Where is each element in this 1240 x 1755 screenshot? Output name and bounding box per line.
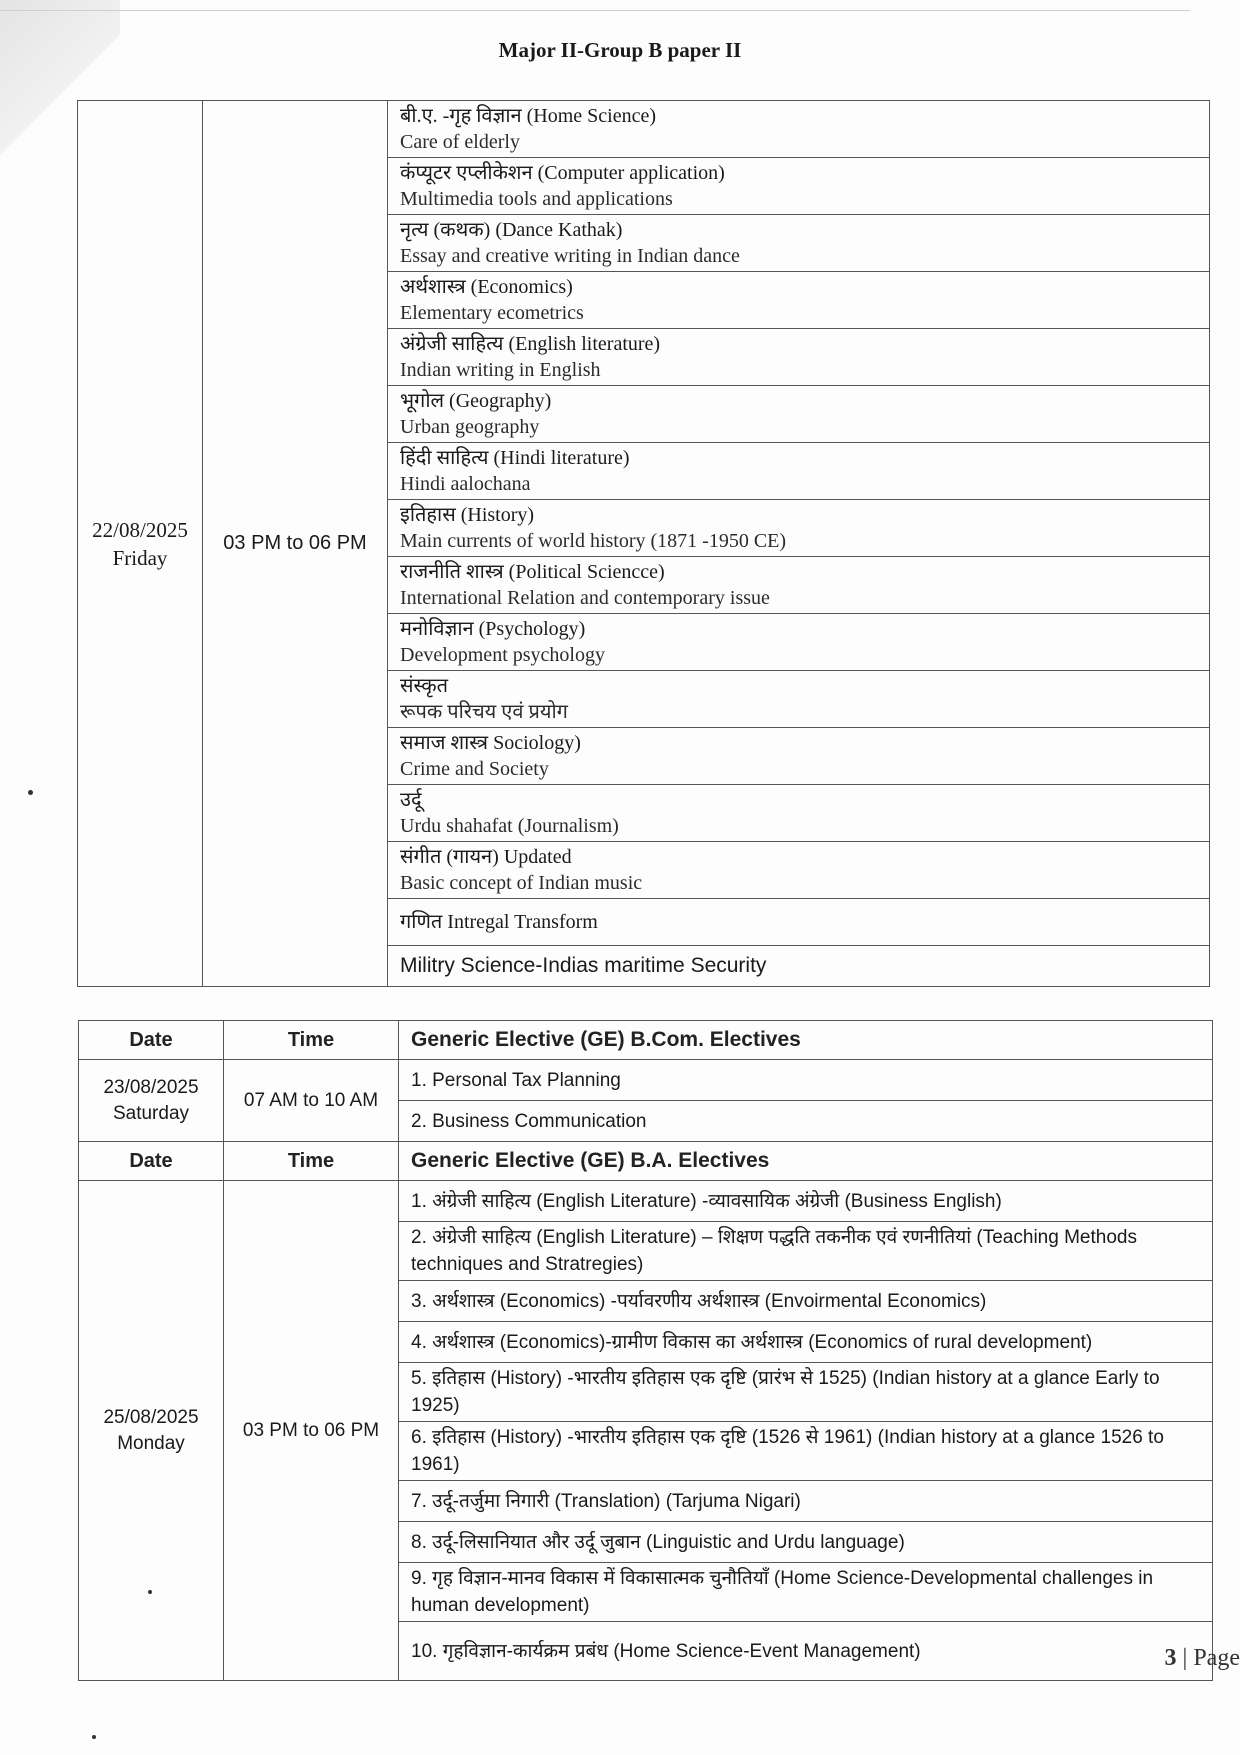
paper-title: Basic concept of Indian music <box>400 872 643 894</box>
subject-cell <box>388 500 1210 557</box>
paper-title: Care of elderly <box>400 131 520 153</box>
paper-title: Main currents of world history (1871 -1950 CE) <box>400 530 787 552</box>
exam-day: Friday <box>112 545 168 570</box>
exam-date: 23/08/2025 <box>103 1076 199 1098</box>
scan-speck <box>92 1735 96 1739</box>
subject-cell <box>388 101 1210 158</box>
paper-title: रूपक परिचय एवं प्रयोग <box>400 701 568 723</box>
subject-cell: Militry Science-Indias maritime Security <box>388 946 1210 987</box>
exam-day: Saturday <box>112 1102 190 1124</box>
subject-name: उर्दू <box>400 789 422 811</box>
subject-cell <box>388 386 1210 443</box>
time-header: Time <box>224 1142 399 1181</box>
subject-name: इतिहास (History) <box>400 504 535 526</box>
time-cell: 03 PM to 06 PM <box>203 101 388 987</box>
time-header: Time <box>224 1021 399 1060</box>
date-cell <box>78 101 203 987</box>
bcom-time-cell: 07 AM to 10 AM <box>224 1060 399 1142</box>
subject-cell <box>388 158 1210 215</box>
table-row <box>78 101 1210 158</box>
subject-cell <box>388 785 1210 842</box>
elective-item: 4. अर्थशास्त्र (Economics)-ग्रामीण विकास का अर्थशास्त्र (Economics of rural development) <box>399 1322 1213 1363</box>
paper-title: Essay and creative writing in Indian dance <box>400 245 740 267</box>
subject-cell <box>388 443 1210 500</box>
paper-title: Elementary ecometrics <box>400 302 584 324</box>
date-header: Date <box>79 1142 224 1181</box>
elective-item: 2. अंग्रेजी साहित्य (English Literature) – शिक्षण पद्धति तकनीक एवं रणनीतियां (Teaching Methods techniques and Stratregies) <box>399 1222 1213 1281</box>
paper-title: Development psychology <box>400 644 605 666</box>
page-number-value: 3 <box>1164 1645 1177 1671</box>
subject-name: कंप्यूटर एप्लीकेशन (Computer application) <box>400 162 725 184</box>
ba-header-row <box>79 1142 1213 1181</box>
bcom-date-cell <box>79 1060 224 1142</box>
subject-name: बी.ए. -गृह विज्ञान (Home Science) <box>400 105 656 127</box>
elective-item: 8. उर्दू-लिसानियात और उर्दू जुबान (Linguistic and Urdu language) <box>399 1522 1213 1563</box>
subject-name: संगीत (गायन) Updated <box>400 846 572 868</box>
exam-date: 22/08/2025 <box>92 517 188 542</box>
subject-cell <box>388 272 1210 329</box>
subject-cell <box>388 614 1210 671</box>
page-title: Major II-Group B paper II <box>498 38 742 62</box>
subject-name: समाज शास्त्र Sociology) <box>400 732 581 754</box>
ba-time-cell: 03 PM to 06 PM <box>224 1181 399 1681</box>
date-header: Date <box>79 1021 224 1060</box>
paper-title: Indian writing in English <box>400 359 601 381</box>
subject-cell <box>388 215 1210 272</box>
elective-item: 10. गृहविज्ञान-कार्यक्रम प्रबंध (Home Science-Event Management) <box>399 1622 1213 1681</box>
paper-title: Crime and Society <box>400 758 549 780</box>
elective-item: 2. Business Communication <box>399 1101 1213 1142</box>
subject-name: भूगोल (Geography) <box>400 390 552 412</box>
subject-cell <box>388 728 1210 785</box>
elective-item: 1. Personal Tax Planning <box>399 1060 1213 1101</box>
bcom-header-row <box>79 1021 1213 1060</box>
paper-title: Hindi aalochana <box>400 473 531 495</box>
subject-name: हिंदी साहित्य (Hindi literature) <box>400 447 630 469</box>
elective-item: 7. उर्दू-तर्जुमा निगारी (Translation) (Tarjuma Nigari) <box>399 1481 1213 1522</box>
scan-speck <box>148 1590 152 1594</box>
subject-cell <box>388 671 1210 728</box>
subject-name: संस्कृत <box>400 675 449 697</box>
elective-item: 6. इतिहास (History) -भारतीय इतिहास एक दृष्टि (1526 से 1961) (Indian history at a glance 1526 to 1961) <box>399 1422 1213 1481</box>
subject-name: अंग्रेजी साहित्य (English literature) <box>400 333 661 355</box>
subject-name: नृत्य (कथक) (Dance Kathak) <box>400 219 623 241</box>
major-paper-table <box>77 100 1210 987</box>
bcom-electives-heading: Generic Elective (GE) B.Com. Electives <box>399 1021 1213 1060</box>
elective-item: 1. अंग्रेजी साहित्य (English Literature) -व्यावसायिक अंग्रेजी (Business English) <box>399 1181 1213 1222</box>
page-number <box>1165 1645 1240 1672</box>
paper-title: Urban geography <box>400 416 540 438</box>
subject-name: मनोविज्ञान (Psychology) <box>400 618 586 640</box>
elective-item: 9. गृह विज्ञान-मानव विकास में विकासात्मक चुनौतियाँ (Home Science-Developmental challenges in human development) <box>399 1563 1213 1622</box>
subject-name: राजनीति शास्त्र (Political Sciencce) <box>400 561 665 583</box>
elective-item: 5. इतिहास (History) -भारतीय इतिहास एक दृष्टि (प्रारंभ से 1525) (Indian history at a glance Early to 1925) <box>399 1363 1213 1422</box>
paper-title: Urdu shahafat (Journalism) <box>400 815 619 837</box>
subject-cell <box>388 842 1210 899</box>
subject-cell <box>388 329 1210 386</box>
subject-cell: गणित Intregal Transform <box>388 899 1210 946</box>
paper-title: International Relation and contemporary issue <box>400 587 770 609</box>
subject-cell <box>388 557 1210 614</box>
page-top-edge <box>0 10 1190 11</box>
subject-name: अर्थशास्त्र (Economics) <box>400 276 573 298</box>
table-row <box>79 1060 1213 1101</box>
generic-elective-table <box>78 1020 1213 1681</box>
scan-speck <box>28 790 33 795</box>
ba-date-cell <box>79 1181 224 1681</box>
page-label: | Page <box>1182 1645 1240 1671</box>
paper-title: Multimedia tools and applications <box>400 188 673 210</box>
exam-day: Monday <box>117 1432 185 1454</box>
ba-electives-heading: Generic Elective (GE) B.A. Electives <box>399 1142 1213 1181</box>
table-row <box>79 1181 1213 1222</box>
exam-date: 25/08/2025 <box>103 1406 199 1428</box>
elective-item: 3. अर्थशास्त्र (Economics) -पर्यावरणीय अर्थशास्त्र (Envoirmental Economics) <box>399 1281 1213 1322</box>
